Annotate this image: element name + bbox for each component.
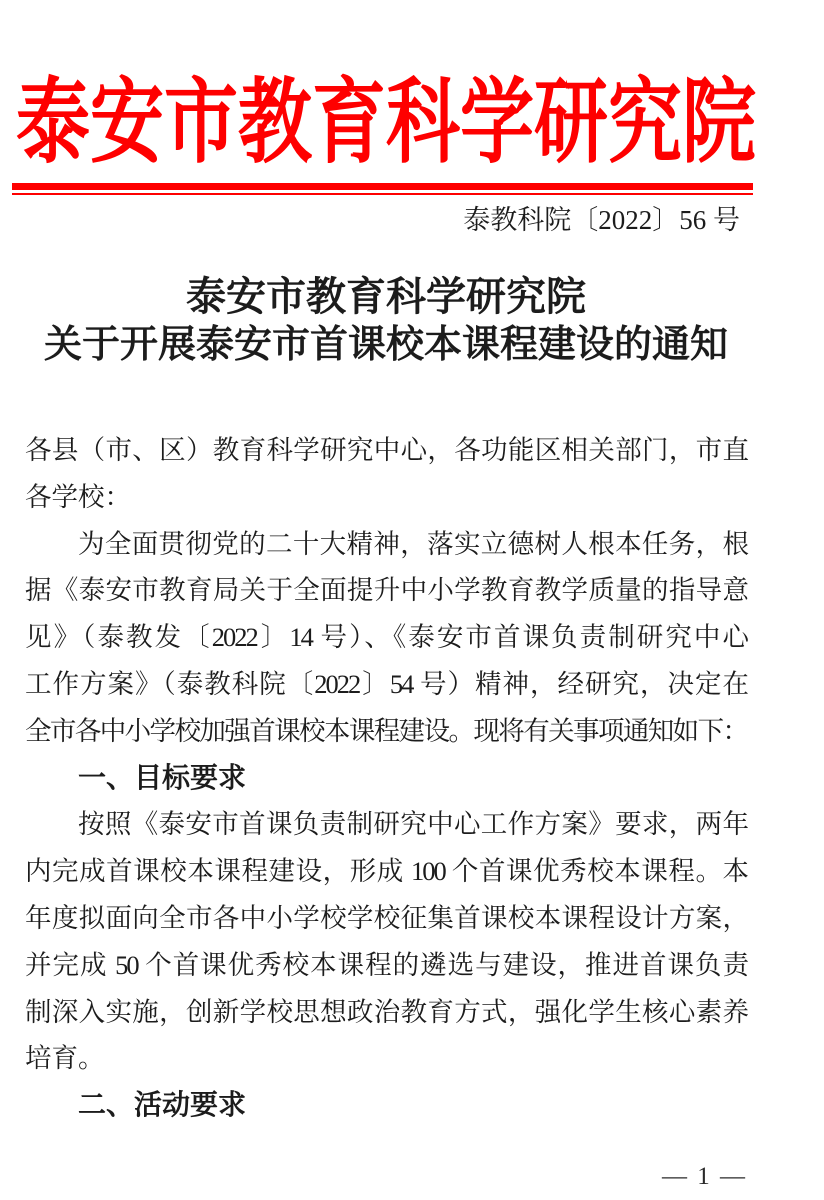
body-line: 培育。 bbox=[25, 1043, 105, 1074]
body-line: 见》（泰教发〔2022〕14 号）、《泰安市首课负责制研究中心 bbox=[25, 622, 747, 653]
body-line: 制深入实施，创新学校思想政治教育方式，强化学生核心素养 bbox=[25, 996, 747, 1027]
section-heading: 二、活动要求 bbox=[78, 1089, 247, 1121]
body-line: 年度拟面向全市各中小学校学校征集首课校本课程设计方案， bbox=[25, 902, 747, 933]
body-line: 全市各中小学校加强首课校本课程建设。现将有关事项通知如下： bbox=[25, 715, 747, 746]
red-separator-line bbox=[12, 183, 753, 195]
body-line: 并完成 50 个首课优秀校本课程的遴选与建设，推进首课负责 bbox=[25, 949, 747, 980]
document-content bbox=[14, 0, 758, 1200]
document-title bbox=[14, 272, 758, 370]
body-line: 各县（市、区）教育科学研究中心，各功能区相关部门，市直 bbox=[25, 435, 747, 465]
agency-masthead: 泰安市教育科学研究院 bbox=[16, 72, 756, 176]
document-title-line2: 关于开展泰安市首课校本课程建设的通知 bbox=[43, 324, 728, 366]
body-line: 内完成首课校本课程建设，形成 100 个首课优秀校本课程。本 bbox=[25, 856, 747, 887]
body-line: 工作方案》（泰教科院〔2022〕54 号）精神，经研究，决定在 bbox=[25, 668, 747, 699]
body-line: 据《泰安市教育局关于全面提升中小学教育教学质量的指导意 bbox=[25, 575, 747, 606]
body-line: 按照《泰安市首课负责制研究中心工作方案》要求，两年 bbox=[78, 809, 747, 840]
body-line: 各学校： bbox=[25, 481, 131, 512]
section-heading: 一、目标要求 bbox=[78, 761, 247, 793]
document-number: 泰教科院〔2022〕56 号 bbox=[463, 205, 740, 235]
document-title-line1: 泰安市教育科学研究院 bbox=[186, 274, 586, 319]
page-number: — 1 — bbox=[662, 1163, 747, 1190]
body-line: 为全面贯彻党的二十大精神，落实立德树人根本任务，根 bbox=[78, 528, 747, 559]
body-lines bbox=[25, 427, 747, 1129]
